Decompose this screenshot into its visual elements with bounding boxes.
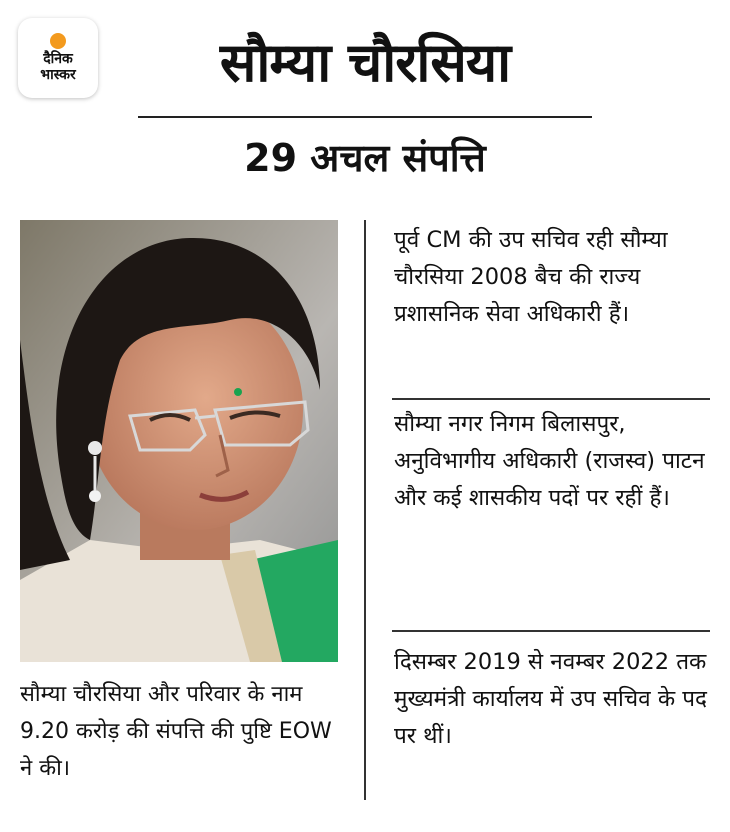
page-subtitle: 29 अचल संपत्ति — [244, 136, 486, 180]
fact-item: दिसम्बर 2019 से नवम्बर 2022 तक मुख्यमंत्री कार्यालय में उप सचिव के पद पर थीं। — [394, 649, 707, 749]
title-divider — [138, 116, 592, 118]
page-title: सौम्या चौरसिया — [219, 31, 511, 94]
logo-text-line1: दैनिक — [43, 51, 73, 67]
dainik-bhaskar-logo — [18, 18, 98, 98]
fact-separator — [392, 398, 710, 400]
portrait-illustration — [20, 220, 338, 662]
sun-icon — [50, 33, 66, 49]
fact-item: पूर्व CM की उप सचिव रही सौम्या चौरसिया 2008 बैच की राज्य प्रशासनिक सेवा अधिकारी हैं। — [394, 227, 668, 327]
fact-separator — [392, 630, 710, 632]
portrait-photo — [20, 220, 338, 662]
column-divider — [364, 220, 366, 800]
photo-caption: सौम्या चौरसिया और परिवार के नाम 9.20 करोड़ की संपत्ति की पुष्टि EOW ने की। — [20, 682, 332, 781]
logo-text-line2: भास्कर — [40, 67, 76, 83]
fact-item: सौम्या नगर निगम बिलासपुर, अनुविभागीय अधिकारी (राजस्व) पाटन और कई शासकीय पदों पर रहीं हैं। — [394, 411, 705, 511]
